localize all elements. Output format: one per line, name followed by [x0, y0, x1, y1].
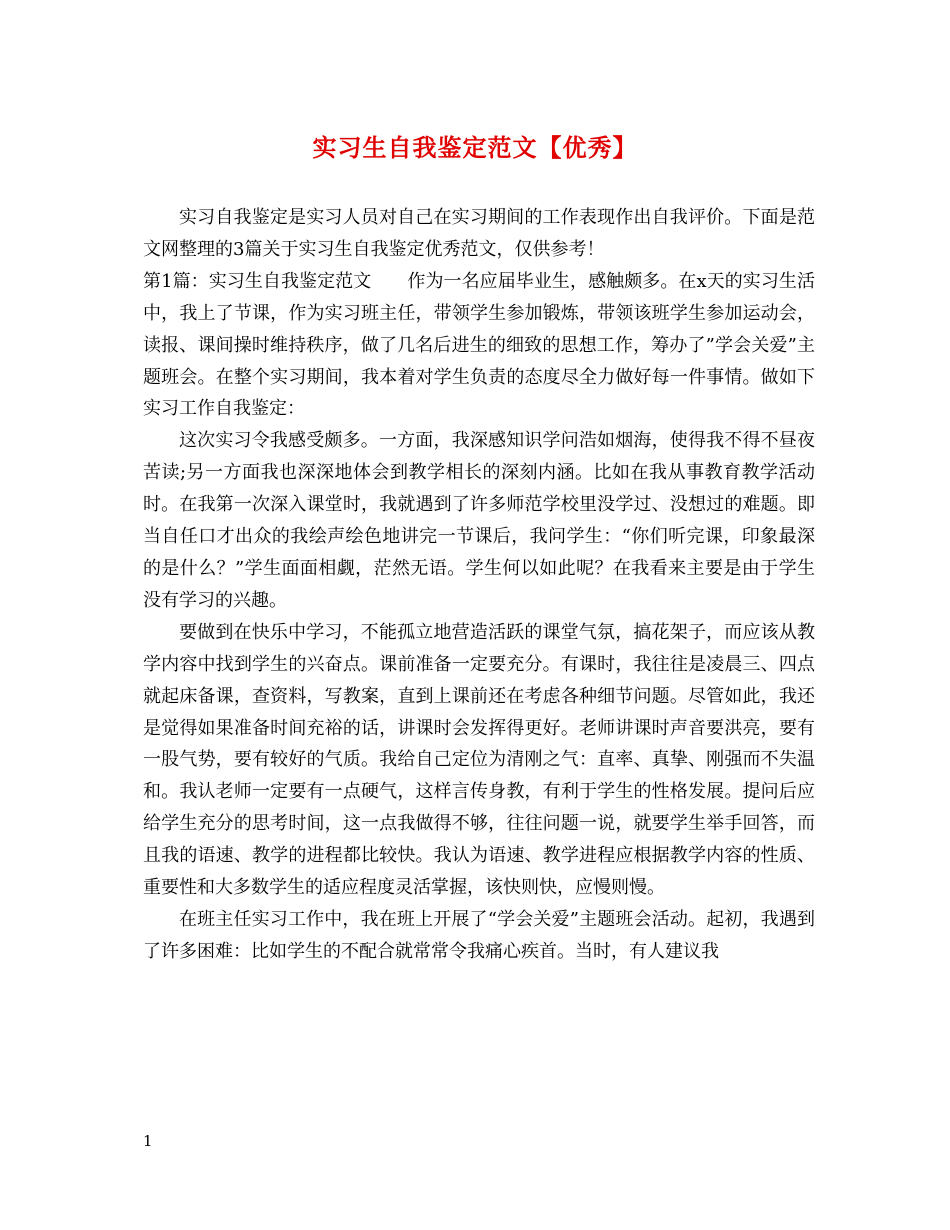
page-number: 1: [143, 1132, 153, 1150]
document-body: [143, 202, 815, 968]
document-title: 实习生自我鉴定范文【优秀】: [312, 133, 638, 162]
paragraph-teaching: 要做到在快乐中学习，不能孤立地营造活跃的课堂气氛，搞花架子，而应该从教学内容中找到学生的兴奋点。课前准备一定要充分。有课时，我往往是凌晨三、四点就起床备课，查资料，写教案，直到上课前还在考虑各种细节问题。尽管如此，我还是觉得如果准备时间充裕的话，讲课时会发挥得更好。老师讲课时声音要洪亮，要有一股气势，要有较好的气质。我给自己定位为清刚之气：直率、真挚、刚强而不失温和。我认老师一定要有一点硬气，这样言传身教，有利于学生的性格发展。提问后应给学生充分的思考时间，这一点我做得不够，往往问题一说，就要学生举手回答，而且我的语速、教学的进程都比较快。我认为语速、教学进程应根据教学内容的性质、重要性和大多数学生的适应程度灵活掌握，该快则快，应慢则慢。: [143, 621, 815, 899]
paragraph-intro: 实习自我鉴定是实习人员对自己在实习期间的工作表现作出自我评价。下面是范文网整理的3篇关于实习生自我鉴定优秀范文，仅供参考！: [143, 207, 815, 260]
paragraph-class-teacher: 在班主任实习工作中，我在班上开展了“学会关爱”主题班会活动。起初，我遇到了许多困难：比如学生的不配合就常常令我痛心疾首。当时，有人建议我: [143, 908, 815, 962]
paragraph-feelings: 这次实习令我感受颇多。一方面，我深感知识学问浩如烟海，使得我不得不昼夜苦读;另一方面我也深深地体会到教学相长的深刻内涵。比如在我从事教育教学活动时。在我第一次深入课堂时，我就遇到了许多师范学校里没学过、没想过的难题。即当自任口才出众的我绘声绘色地讲完一节课后，我问学生：“你们听完课，印象最深的是什么？”学生面面相觑，茫然无语。学生何以如此呢？在我看来主要是由于学生没有学习的兴趣。: [143, 430, 815, 611]
paragraph-article-1-heading: 第1篇：实习生自我鉴定范文 作为一名应届毕业生，感触颇多。在x天的实习生活中，我上了节课，作为实习班主任，带领学生参加锻炼，带领该班学生参加运动会，读报、课间操时维持秩序，做了几名后进生的细致的思想工作，筹办了”学会关爱”主题班会。在整个实习期间，我本着对学生负责的态度尽全力做好每一件事情。做如下实习工作自我鉴定：: [143, 270, 815, 420]
